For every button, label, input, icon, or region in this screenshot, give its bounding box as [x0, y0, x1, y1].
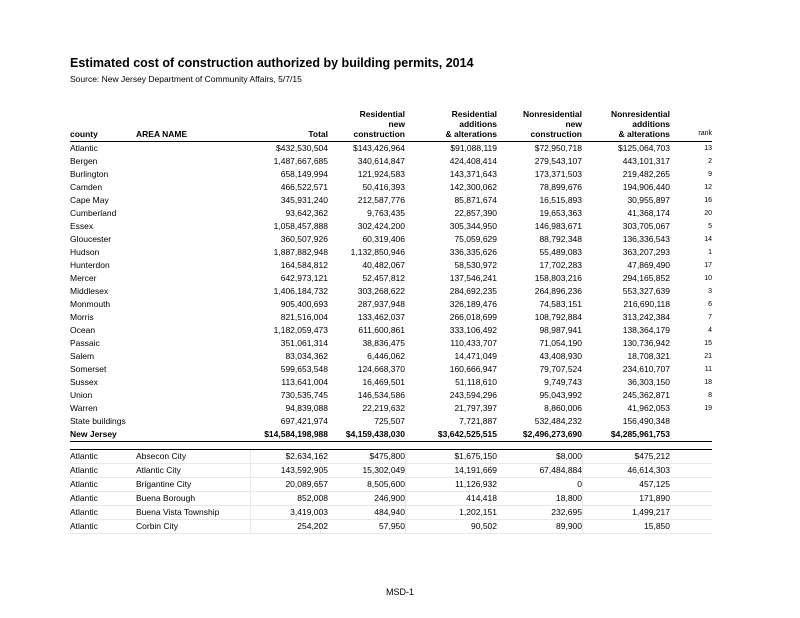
nonresidential-new-cell: 19,653,363 — [539, 208, 582, 218]
residential-new-cell: 146,534,586 — [357, 390, 405, 400]
total-nonres-new-cell: $2,496,273,690 — [522, 429, 582, 439]
table-row — [70, 450, 712, 464]
nonresidential-additions-cell: 245,362,871 — [622, 390, 670, 400]
residential-additions-cell: 266,018,699 — [449, 312, 497, 322]
residential-additions-cell: 333,106,492 — [449, 325, 497, 335]
residential-additions-cell: 85,871,674 — [454, 195, 497, 205]
county-cell: Warren — [70, 403, 98, 413]
total-cell: 1,182,059,473 — [273, 325, 328, 335]
nonresidential-new-cell: 55,489,083 — [539, 247, 582, 257]
grid-line — [582, 464, 583, 477]
total-county-cell: New Jersey — [70, 429, 117, 439]
county-cell: Hunterdon — [70, 260, 110, 270]
residential-new-cell: 60,319,406 — [362, 234, 405, 244]
residential-additions-cell: 143,371,643 — [449, 169, 497, 179]
total-cell: 93,642,362 — [285, 208, 328, 218]
total-cell: 1,406,184,732 — [273, 286, 328, 296]
residential-additions-cell: 14,191,669 — [454, 465, 497, 475]
total-cell: 852,008 — [297, 493, 328, 503]
table-row — [70, 350, 712, 363]
residential-additions-cell: 22,857,390 — [454, 208, 497, 218]
table-row — [70, 272, 712, 285]
grid-line — [405, 520, 406, 533]
header-line: Nonresidential — [610, 109, 670, 119]
county-cell: Gloucester — [70, 234, 112, 244]
table-row — [70, 324, 712, 337]
grid-line — [250, 506, 251, 519]
header-line: Residential — [359, 109, 405, 119]
residential-new-cell: 340,614,847 — [357, 156, 405, 166]
nonresidential-additions-cell: 443,101,317 — [622, 156, 670, 166]
header-total: Total — [308, 129, 328, 139]
nonresidential-additions-cell: $475,212 — [634, 451, 670, 461]
total-cell: 1,887,882,948 — [273, 247, 328, 257]
total-cell: 143,592,905 — [280, 465, 328, 475]
county-cell: Monmouth — [70, 299, 111, 309]
page-footer: MSD-1 — [385, 587, 414, 597]
nonresidential-new-cell: 158,803,216 — [534, 273, 582, 283]
county-cell: Middlesex — [70, 286, 109, 296]
county-cell: Cumberland — [70, 208, 117, 218]
rank-cell: 11 — [704, 366, 712, 373]
residential-additions-cell: 51,118,610 — [455, 377, 497, 387]
table-row — [70, 220, 712, 233]
rank-cell: 6 — [708, 301, 712, 308]
total-cell: 360,507,926 — [280, 234, 328, 244]
header-line: new — [388, 119, 405, 129]
total-cell: 730,535,745 — [280, 390, 328, 400]
total-cell: $432,530,504 — [276, 143, 328, 153]
grid-line — [250, 464, 251, 477]
nonresidential-additions-cell: 18,708,321 — [627, 351, 670, 361]
grid-line — [250, 478, 251, 491]
residential-additions-cell: 75,059,629 — [454, 234, 497, 244]
nonresidential-new-cell: 17,702,283 — [539, 260, 582, 270]
nonresidential-new-cell: 16,515,893 — [539, 195, 582, 205]
county-cell: Atlantic — [70, 493, 98, 503]
residential-new-cell: 50,416,393 — [362, 182, 405, 192]
nonresidential-new-cell: $72,950,718 — [534, 143, 582, 153]
nonresidential-new-cell: 108,792,884 — [534, 312, 582, 322]
residential-additions-cell: 14,471,049 — [454, 351, 497, 361]
table-row — [70, 337, 712, 350]
nonresidential-additions-cell: 313,242,384 — [622, 312, 670, 322]
area-name-cell: Corbin City — [136, 521, 179, 531]
rank-cell: 8 — [708, 392, 712, 399]
area-name-cell: Atlantic City — [136, 465, 181, 475]
total-cell: 1,487,667,685 — [273, 156, 328, 166]
residential-additions-cell: 336,335,626 — [449, 247, 497, 257]
header-residential-additions — [446, 109, 498, 139]
table-row — [70, 311, 712, 324]
rank-cell: 20 — [704, 210, 712, 217]
nonresidential-new-cell: 264,896,236 — [534, 286, 582, 296]
nonresidential-new-cell: 78,899,676 — [539, 182, 582, 192]
grid-line — [250, 520, 251, 533]
residential-new-cell: 725,507 — [374, 416, 405, 426]
residential-additions-cell: 284,692,235 — [449, 286, 497, 296]
header-nonresidential-additions — [611, 109, 670, 139]
nonresidential-new-cell: 67,484,884 — [539, 465, 582, 475]
total-cell: 599,653,548 — [280, 364, 328, 374]
rank-cell: 18 — [704, 379, 712, 386]
total-total-cell: $14,584,198,988 — [264, 429, 328, 439]
residential-additions-cell: 142,300,062 — [449, 182, 497, 192]
rank-cell: 21 — [704, 353, 712, 360]
residential-new-cell: 40,482,067 — [362, 260, 405, 270]
residential-new-cell: 302,424,200 — [357, 221, 405, 231]
table-row — [70, 464, 712, 478]
total-cell: 351,061,314 — [280, 338, 328, 348]
header-area-name: AREA NAME — [136, 129, 188, 139]
residential-additions-cell: 110,433,707 — [450, 338, 497, 348]
header-county: county — [70, 129, 98, 139]
grid-line — [405, 492, 406, 505]
residential-new-cell: 611,600,861 — [358, 325, 405, 335]
residential-new-cell: 484,940 — [374, 507, 405, 517]
header-line: construction — [353, 129, 405, 139]
county-cell: Hudson — [70, 247, 100, 257]
county-cell: Salem — [70, 351, 95, 361]
county-cell: Atlantic — [70, 479, 98, 489]
grid-line — [250, 450, 251, 463]
permits-table — [70, 100, 712, 534]
total-cell: 697,421,974 — [280, 416, 328, 426]
nonresidential-new-cell: 95,043,992 — [539, 390, 582, 400]
rank-cell: 3 — [708, 288, 712, 295]
residential-additions-cell: 243,594,296 — [449, 390, 497, 400]
grid-line — [582, 450, 583, 463]
rank-cell: 14 — [704, 236, 712, 243]
residential-additions-cell: 58,530,972 — [454, 260, 497, 270]
residential-new-cell: 246,900 — [374, 493, 405, 503]
rank-cell: 9 — [708, 171, 712, 178]
residential-new-cell: 303,268,622 — [357, 286, 405, 296]
nonresidential-additions-cell: 46,614,303 — [627, 465, 670, 475]
county-cell: Ocean — [70, 325, 96, 335]
residential-new-cell: 212,587,776 — [357, 195, 405, 205]
header-line: Residential — [451, 109, 497, 119]
area-name-cell: Absecon City — [136, 451, 187, 461]
source-note: Source: New Jersey Department of Community Affairs, 5/7/15 — [70, 74, 302, 84]
nonresidential-additions-cell: 41,962,053 — [627, 403, 670, 413]
nonresidential-new-cell: 9,749,743 — [544, 377, 582, 387]
grid-line — [405, 450, 406, 463]
grid-line — [582, 478, 583, 491]
grid-line — [405, 506, 406, 519]
county-cell: Sussex — [70, 377, 98, 387]
table-row — [70, 155, 712, 168]
total-nonres-add-cell: $4,285,961,753 — [610, 429, 670, 439]
total-cell: 83,034,362 — [285, 351, 328, 361]
rank-cell: 12 — [704, 184, 712, 191]
nonresidential-additions-cell: 457,125 — [639, 479, 670, 489]
municipality-rows — [70, 449, 712, 534]
nonresidential-new-cell: $8,000 — [556, 451, 582, 461]
county-cell: Atlantic — [70, 521, 98, 531]
residential-additions-cell: 160,666,947 — [449, 364, 497, 374]
grid-line — [582, 520, 583, 533]
nonresidential-additions-cell: 36,303,150 — [627, 377, 670, 387]
residential-additions-cell: 326,189,476 — [449, 299, 497, 309]
rank-cell: 5 — [708, 223, 712, 230]
residential-additions-cell: $91,088,119 — [450, 143, 497, 153]
nonresidential-additions-cell: 138,364,179 — [622, 325, 670, 335]
table-row — [70, 142, 712, 155]
residential-additions-cell: 7,721,887 — [459, 416, 497, 426]
table-row — [70, 298, 712, 311]
table-row — [70, 402, 712, 415]
nonresidential-additions-cell: 15,850 — [644, 521, 670, 531]
county-cell: Burlington — [70, 169, 109, 179]
residential-new-cell: 15,302,049 — [362, 465, 405, 475]
nonresidential-new-cell: 79,707,524 — [539, 364, 582, 374]
rank-cell: 17 — [704, 262, 712, 269]
residential-additions-cell: 137,546,241 — [449, 273, 497, 283]
table-header — [70, 100, 712, 142]
table-row — [70, 181, 712, 194]
residential-additions-cell: $1,675,150 — [454, 451, 497, 461]
table-row — [70, 478, 712, 492]
residential-additions-cell: 21,797,397 — [454, 403, 497, 413]
residential-additions-cell: 305,344,950 — [449, 221, 497, 231]
header-line: construction — [530, 129, 582, 139]
nonresidential-new-cell: 71,054,190 — [539, 338, 582, 348]
nonresidential-additions-cell: 234,610,707 — [622, 364, 670, 374]
rank-cell: 10 — [704, 275, 712, 282]
nonresidential-additions-cell: 47,869,490 — [627, 260, 670, 270]
residential-new-cell: 287,937,948 — [357, 299, 405, 309]
rank-cell: 15 — [704, 340, 712, 347]
nonresidential-new-cell: 89,900 — [556, 521, 582, 531]
county-cell: Passaic — [70, 338, 100, 348]
nonresidential-additions-cell: 136,336,543 — [622, 234, 670, 244]
grid-line — [582, 506, 583, 519]
table-row — [70, 520, 712, 534]
nonresidential-additions-cell: 294,165,852 — [622, 273, 670, 283]
area-name-cell: Buena Vista Township — [136, 507, 220, 517]
grid-line — [250, 492, 251, 505]
nonresidential-new-cell: 8,860,006 — [544, 403, 582, 413]
residential-new-cell: 22,219,632 — [362, 403, 405, 413]
total-cell: 20,089,657 — [285, 479, 328, 489]
area-name-cell: Buena Borough — [136, 493, 196, 503]
county-cell: Somerset — [70, 364, 107, 374]
table-row — [70, 389, 712, 402]
nonresidential-new-cell: 18,800 — [556, 493, 582, 503]
total-cell: 658,149,994 — [280, 169, 328, 179]
nonresidential-new-cell: 146,983,671 — [534, 221, 582, 231]
table-row — [70, 415, 712, 428]
residential-new-cell: $143,426,964 — [353, 143, 405, 153]
county-rows — [70, 142, 712, 428]
county-cell: State buildings — [70, 416, 126, 426]
nonresidential-new-cell: 0 — [577, 479, 582, 489]
nonresidential-additions-cell: 130,736,942 — [622, 338, 670, 348]
header-line: Nonresidential — [522, 109, 582, 119]
nonresidential-new-cell: 88,792,348 — [539, 234, 582, 244]
residential-additions-cell: 414,418 — [466, 493, 497, 503]
header-line: new — [565, 119, 582, 129]
residential-additions-cell: 90,502 — [471, 521, 497, 531]
county-cell: Union — [70, 390, 93, 400]
total-cell: 94,839,088 — [285, 403, 328, 413]
header-line: & alterations — [445, 129, 497, 139]
total-cell: 3,419,003 — [290, 507, 328, 517]
total-cell: 164,584,812 — [280, 260, 328, 270]
residential-new-cell: 57,950 — [379, 521, 405, 531]
table-row — [70, 259, 712, 272]
grid-line — [405, 464, 406, 477]
table-row — [70, 376, 712, 389]
total-cell: 113,641,004 — [281, 377, 328, 387]
grid-line — [405, 478, 406, 491]
total-cell: 254,202 — [297, 521, 328, 531]
county-cell: Bergen — [70, 156, 98, 166]
grid-line — [582, 492, 583, 505]
page-title: Estimated cost of construction authorized by building permits, 2014 — [70, 56, 474, 70]
nonresidential-additions-cell: 303,705,067 — [622, 221, 670, 231]
county-cell: Cape May — [70, 195, 109, 205]
nonresidential-additions-cell: 553,327,639 — [622, 286, 670, 296]
nonresidential-new-cell: 232,695 — [551, 507, 582, 517]
total-res-new-cell: $4,159,438,030 — [345, 429, 405, 439]
residential-new-cell: $475,800 — [369, 451, 405, 461]
rank-cell: 1 — [708, 249, 712, 256]
total-cell: 905,400,693 — [280, 299, 328, 309]
nonresidential-new-cell: 43,408,930 — [539, 351, 582, 361]
rank-cell: 7 — [708, 314, 712, 321]
nonresidential-additions-cell: 156,490,348 — [622, 416, 670, 426]
county-cell: Mercer — [70, 273, 97, 283]
residential-new-cell: 16,469,501 — [362, 377, 405, 387]
residential-additions-cell: 1,202,151 — [459, 507, 497, 517]
rank-cell: 16 — [704, 197, 712, 204]
header-rank: rank — [698, 130, 712, 137]
nonresidential-additions-cell: $125,064,703 — [618, 143, 670, 153]
table-row — [70, 506, 712, 520]
nonresidential-additions-cell: 219,482,265 — [622, 169, 670, 179]
table-row — [70, 363, 712, 376]
nonresidential-new-cell: 279,543,107 — [534, 156, 582, 166]
header-line: additions — [459, 119, 497, 129]
rank-cell: 19 — [704, 405, 712, 412]
total-cell: 345,931,240 — [280, 195, 328, 205]
total-cell: 821,516,004 — [280, 312, 328, 322]
residential-new-cell: 1,132,850,946 — [350, 247, 405, 257]
nonresidential-new-cell: 173,371,503 — [534, 169, 582, 179]
area-name-cell: Brigantine City — [136, 479, 192, 489]
nonresidential-additions-cell: 171,890 — [639, 493, 670, 503]
header-line: & alterations — [618, 129, 670, 139]
residential-new-cell: 52,457,812 — [362, 273, 405, 283]
nonresidential-additions-cell: 41,368,174 — [627, 208, 670, 218]
county-cell: Essex — [70, 221, 94, 231]
county-cell: Atlantic — [70, 507, 98, 517]
total-cell: $2,634,162 — [285, 451, 328, 461]
county-cell: Morris — [70, 312, 94, 322]
residential-new-cell: 124,668,370 — [357, 364, 405, 374]
total-res-add-cell: $3,642,525,515 — [437, 429, 497, 439]
residential-new-cell: 121,924,583 — [357, 169, 405, 179]
rank-cell: 13 — [704, 145, 712, 152]
residential-additions-cell: 424,408,414 — [449, 156, 497, 166]
table-row — [70, 246, 712, 259]
header-nonresidential-new — [523, 109, 582, 139]
rank-cell: 2 — [708, 158, 712, 165]
county-cell: Atlantic — [70, 465, 98, 475]
residential-new-cell: 9,763,435 — [367, 208, 405, 218]
table-row — [70, 285, 712, 298]
rank-cell: 4 — [708, 327, 712, 334]
total-cell: 642,973,121 — [280, 273, 328, 283]
table-row — [70, 194, 712, 207]
nonresidential-additions-cell: 216,690,118 — [623, 299, 670, 309]
header-line: additions — [632, 119, 670, 129]
nonresidential-additions-cell: 363,207,293 — [622, 247, 670, 257]
state-total-row — [70, 428, 712, 442]
residential-new-cell: 133,462,037 — [357, 312, 405, 322]
nonresidential-new-cell: 74,583,151 — [539, 299, 582, 309]
table-row — [70, 207, 712, 220]
table-row — [70, 492, 712, 506]
residential-additions-cell: 11,126,932 — [455, 479, 497, 489]
total-cell: 1,058,457,888 — [273, 221, 328, 231]
nonresidential-additions-cell: 1,499,217 — [632, 507, 670, 517]
county-cell: Atlantic — [70, 143, 98, 153]
residential-new-cell: 38,836,475 — [362, 338, 405, 348]
residential-new-cell: 6,446,062 — [367, 351, 405, 361]
nonresidential-additions-cell: 30,955,897 — [627, 195, 670, 205]
total-cell: 466,522,571 — [280, 182, 328, 192]
county-cell: Camden — [70, 182, 103, 192]
residential-new-cell: 8,505,600 — [367, 479, 405, 489]
table-row — [70, 168, 712, 181]
nonresidential-new-cell: 532,484,232 — [534, 416, 582, 426]
nonresidential-new-cell: 98,987,941 — [539, 325, 582, 335]
header-residential-new — [354, 109, 405, 139]
county-cell: Atlantic — [70, 451, 98, 461]
table-row — [70, 233, 712, 246]
nonresidential-additions-cell: 194,906,440 — [622, 182, 670, 192]
